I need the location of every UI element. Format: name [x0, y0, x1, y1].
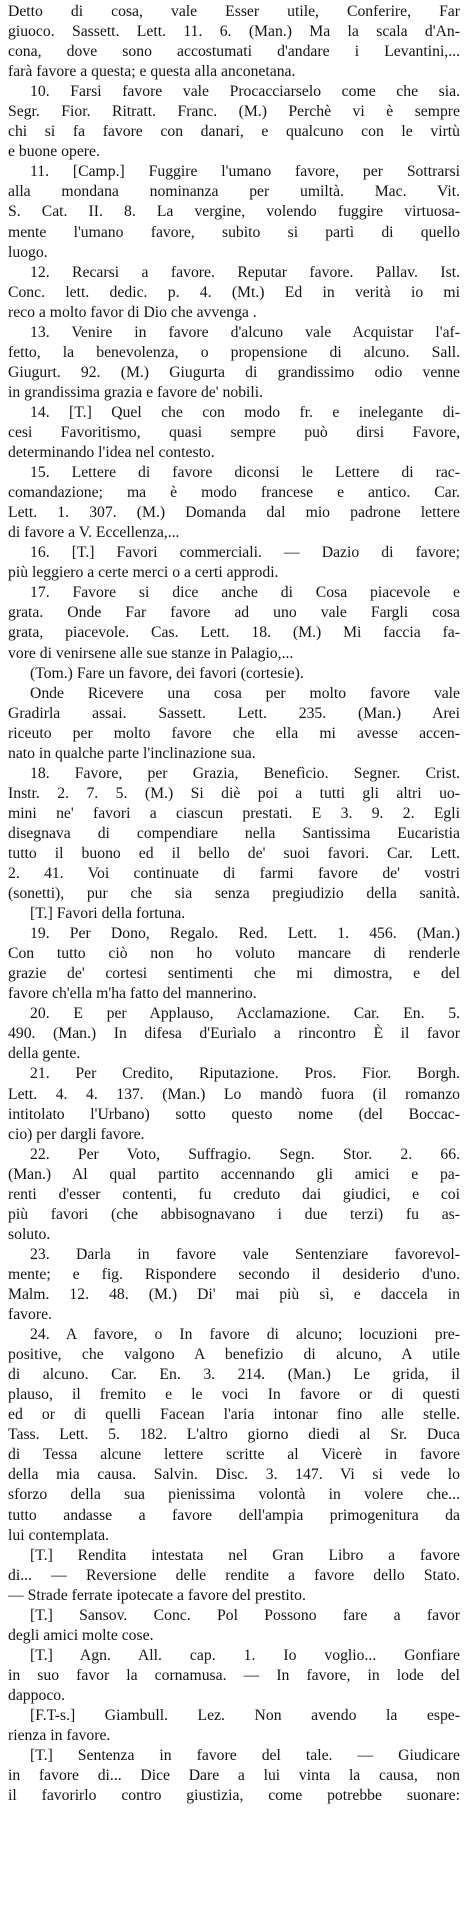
text-line: farà favore a questa; e questa alla anconetana.: [8, 63, 296, 81]
text-line: S. Cat. II. 8. La vergine, volendo fuggire virtuosa-: [8, 203, 460, 221]
text-line: (Tom.) Fare un favore, dei favori (cortesie).: [30, 664, 304, 682]
text-line: [T.] Sansov. Conc. Pol Possono fare a favor: [30, 1606, 460, 1624]
text-line: plauso, il fremito e le voci In favore or di questi: [8, 1386, 460, 1404]
text-line: cesi Favoritismo, quasi sempre può dirsi Favore,: [8, 423, 460, 441]
text-line: 22. Per Voto, Suffragio. Segn. Stor. 2. 66.: [30, 1145, 460, 1163]
text-line: mente l'umano favore, subito si partì di quello: [8, 223, 460, 241]
text-line: Segr. Fior. Ritratt. Franc. (M.) Perchè vi è sempre: [8, 103, 460, 121]
text-line: favore ch'ella m'ha fatto del mannerino.: [8, 985, 257, 1003]
text-line: di... — Reversione delle rendite a favore dello Stato.: [8, 1566, 460, 1584]
text-line: ed or di quelli Facean l'aria intonar fino alle stelle.: [8, 1406, 460, 1424]
text-line: [T.] Agn. All. cap. 1. Io voglio... Gonfiare: [30, 1646, 460, 1664]
text-line: più favori (che abbisognavano i due terzi) fu as-: [8, 1205, 460, 1223]
text-line: favore.: [8, 1306, 52, 1324]
text-line: Instr. 2. 7. 5. (M.) Si diè poi a tutti gli altri uo-: [8, 784, 460, 802]
text-line: 14. [T.] Quel che con modo fr. e inelegante di-: [30, 403, 460, 421]
text-line: rienza in favore.: [8, 1727, 111, 1745]
text-column: [8, 2, 460, 1806]
text-line: cona, dove sono accostumati d'andare i Levantini,...: [8, 43, 460, 61]
text-line: 11. [Camp.] Fuggire l'umano favore, per Sottrarsi: [30, 163, 460, 181]
text-line: Lett. 4. 4. 137. (Man.) Lo mandò fuora (il romanzo: [8, 1085, 460, 1103]
text-line: lui contemplata.: [8, 1526, 110, 1544]
text-line: Tass. Lett. 5. 182. L'altro giorno diedi al Sr. Duca: [8, 1426, 460, 1444]
text-line: Malm. 12. 48. (M.) Di' mai più sì, e daccela in: [8, 1286, 460, 1303]
text-line: Con tutto ciò non ho voluto mancare di renderle: [8, 945, 460, 963]
text-line: in suo favor la cornamusa. — In favore, in lode del: [8, 1666, 460, 1684]
text-line: positive, che valgono A benefizio di alcuno, A utile: [8, 1346, 460, 1364]
text-line: (sonetti), pur che sia senza pregiudizio della sanità.: [8, 885, 460, 903]
text-line: Detto di cosa, vale Esser utile, Conferire, Far: [8, 3, 460, 20]
text-line: Giugurt. 92. (M.) Giugurta di grandissimo odio venne: [8, 363, 460, 381]
text-line: Lett. 1. 307. (M.) Domanda dal mio padrone lettere: [8, 504, 460, 522]
text-line: mente; e fig. Rispondere secondo il desiderio d'uno.: [8, 1265, 460, 1283]
text-line: della gente.: [8, 1045, 81, 1063]
text-line: soluto.: [8, 1225, 51, 1243]
text-line: 24. A favore, o In favore di alcuno; locuzioni pre-: [30, 1326, 460, 1344]
text-line: disegnava di compendiare nella Santissima Eucaristia: [8, 824, 460, 842]
text-line: di alcuno. Car. En. 3. 214. (Man.) Le grida, il: [8, 1366, 460, 1384]
text-line: di Tessa alcune lettere scritte al Vicerè in favore: [8, 1446, 460, 1464]
text-line: grata. Onde Far favore ad uno vale Fargli cosa: [8, 604, 460, 622]
text-line: 18. Favore, per Grazia, Benefìcio. Segner. Crist.: [30, 764, 460, 782]
text-line: 19. Per Dono, Regalo. Red. Lett. 1. 456. (Man.): [30, 925, 460, 943]
text-line: riceuto per molto favore che ella mi avesse accen-: [8, 724, 460, 742]
text-line: in favore di... Dice Dare a lui vinta la causa, non: [8, 1767, 460, 1785]
text-line: 17. Favore si dice anche di Cosa piacevole e: [30, 584, 460, 602]
text-line: cio) per dargli favore.: [8, 1125, 145, 1143]
text-line: 13. Venire in favore d'alcuno vale Acquistar l'af-: [30, 323, 460, 341]
text-line: [T.] Sentenza in favore del tale. — Giudicare: [30, 1747, 460, 1765]
text-line: Gradirla assai. Sassett. Lett. 235. (Man.) Arei: [8, 704, 460, 722]
text-line: intitolato l'Urbano) sotto questo nome (del Boccac-: [8, 1105, 460, 1123]
text-line: giuoco. Sassett. Lett. 11. 6. (Man.) Ma la scala d'An-: [8, 23, 460, 41]
text-line: chi si fa favore con danari, e qualcuno con le virtù: [8, 123, 460, 141]
text-line: luogo.: [8, 243, 48, 261]
text-line: grazie de' cortesi sentimenti che mi dimostra, e del: [8, 965, 460, 983]
text-line: [F.T-s.] Giambull. Lez. Non avendo la espe-: [30, 1706, 460, 1724]
text-line: il favorirlo contro giustizia, come potrebbe suonare:: [8, 1787, 460, 1805]
text-line: Conc. lett. dedic. p. 4. (Mt.) Ed in verità io mi: [8, 283, 460, 301]
text-line: 20. E per Applauso, Acclamazione. Car. En. 5.: [30, 1005, 460, 1023]
text-line: nato in qualche parte l'inclinazione sua.: [8, 744, 256, 762]
text-line: 10. Farsi favore vale Procacciarselo come che sia.: [30, 83, 460, 101]
text-line: (Man.) Al qual partito accennando gli amici e pa-: [8, 1165, 460, 1183]
text-line: determinando l'idea nel contesto.: [8, 444, 215, 462]
text-line: più leggiero a certe merci o a certi approdi.: [8, 564, 279, 582]
text-line: degli amici molte cose.: [8, 1626, 154, 1644]
text-line: della mia causa. Salvin. Disc. 3. 147. Vi si vede lo: [8, 1466, 460, 1484]
text-line: 21. Per Credito, Riputazione. Pros. Fior. Borgh.: [30, 1065, 460, 1083]
text-line: e buone opere.: [8, 143, 100, 161]
text-line: mini ne' favori a ciascun prestati. E 3. 9. 2. Egli: [8, 804, 460, 822]
text-line: fetto, la benevolenza, o propensione di alcuno. Sall.: [8, 343, 460, 361]
text-line: tutto andasse a favore dell'ampia primogenitura da: [8, 1506, 460, 1524]
text-line: comandazione; ma è modo francese e antico. Car.: [8, 484, 460, 502]
text-line: di favore a V. Eccellenza,...: [8, 524, 180, 542]
text-line: sforzo della sua pienissima volontà in volere che...: [8, 1486, 460, 1504]
text-line: tutto il buono ed il bello de' suoi favori. Car. Lett.: [8, 844, 460, 862]
text-line: vore di venirsene alle sue stanze in Palagio,...: [8, 644, 294, 662]
text-line: [T.] Favori della fortuna.: [30, 905, 186, 923]
text-line: reco a molto favor di Dio che avvenga .: [8, 303, 257, 321]
text-line: 2. 41. Voi continuate di farmi favore de' vostri: [8, 865, 460, 883]
text-line: 23. Darla in favore vale Sentenziare favorevol-: [30, 1245, 460, 1263]
text-line: grata, piacevole. Cas. Lett. 18. (M.) Mi faccia fa-: [8, 624, 460, 642]
text-line: Onde Ricevere una cosa per molto favore vale: [30, 684, 460, 702]
text-line: 16. [T.] Favori commerciali. — Dazio di favore;: [30, 544, 460, 562]
text-line: [T.] Rendita intestata nel Gran Libro a favore: [30, 1546, 460, 1564]
text-line: 15. Lettere di favore diconsi le Lettere di rac-: [30, 464, 460, 482]
text-line: in grandissima grazia e favore de' nobili.: [8, 383, 264, 401]
text-line: dappoco.: [8, 1686, 66, 1704]
text-line: — Strade ferrate ipotecate a favore del prestito.: [8, 1586, 306, 1604]
text-line: 12. Recarsi a favore. Reputar favore. Pallav. Ist.: [30, 263, 460, 281]
text-line: alla mondana nominanza per umiltà. Mac. Vit.: [8, 183, 460, 201]
text-line: renti d'esser contenti, fu creduto dai giudici, e coi: [8, 1185, 460, 1203]
text-line: 490. (Man.) In difesa d'Eurìalo a rincontro È il favor: [8, 1025, 460, 1043]
